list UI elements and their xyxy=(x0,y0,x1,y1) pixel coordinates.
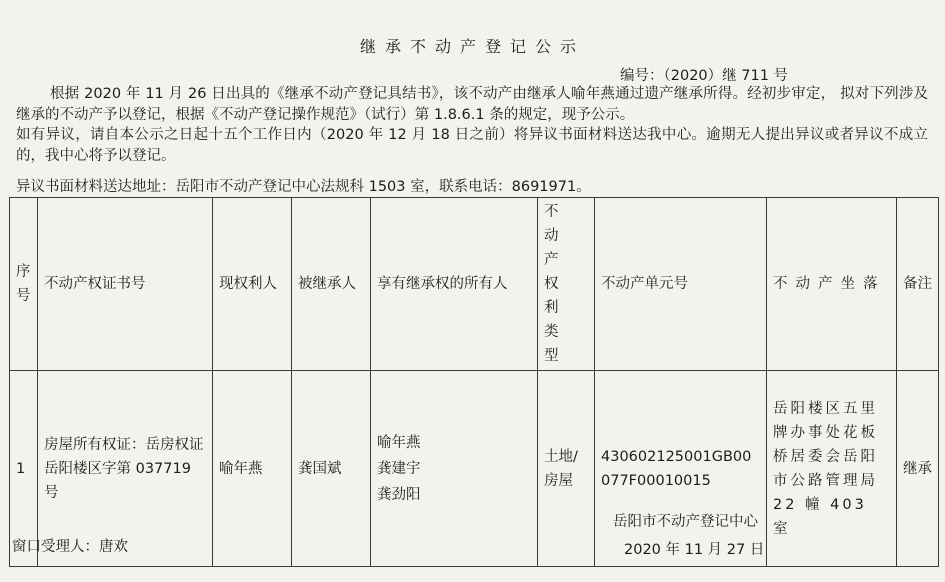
objection-address: 异议书面材料送达地址：岳阳市不动产登记中心法规科 1503 室，联系电话：8691971。 xyxy=(16,179,591,195)
cell-right-type: 土地/房屋 xyxy=(538,371,595,567)
issue-date: 2020 年 11 月 27 日 xyxy=(624,542,765,558)
notice-title: 继承不动产登记公示 xyxy=(359,37,585,56)
registration-table xyxy=(9,197,939,567)
document-number: 编号：（2020）继 711 号 xyxy=(620,68,789,84)
table-row xyxy=(10,371,939,567)
header-location: 不动产坐落 xyxy=(767,198,897,371)
header-unit-no: 不动产单元号 xyxy=(595,198,767,371)
cell-unit-no: 430602125001GB00077F00010015 xyxy=(595,371,767,567)
header-heirs: 享有继承权的所有人 xyxy=(371,198,538,371)
issuing-office: 岳阳市不动产登记中心 xyxy=(613,514,758,530)
cell-seq: 1 xyxy=(10,371,38,567)
cell-remark: 继承 xyxy=(897,371,939,567)
notice-paragraph-2: 如有异议，请自本公示之日起十五个工作日内（2020 年 12 月 18 日之前）将异议书面材料送达我中心。逾期无人提出异议或者异议不成立的，我中心将予以登记。 xyxy=(16,127,928,164)
cell-heirs xyxy=(371,371,538,567)
header-seq: 序号 xyxy=(10,198,38,371)
cell-owner: 喻年燕 xyxy=(213,371,292,567)
notice-paragraph-1: 根据 2020 年 11 月 26 日出具的《继承不动产登记具结书》，该不动产由继承人喻年燕通过遗产继承所得。经初步审定， 拟对下列涉及继承的不动产予以登记，根据《不动产登记操作规范》（试行）第 1.8.6.1 条的规定，现予公示。 xyxy=(16,86,928,123)
notice-body xyxy=(16,84,928,166)
cell-location: 岳阳楼区五里牌办事处花板桥居委会岳阳市公路管理局 22 幢 403 室 xyxy=(767,371,897,567)
cell-decedent: 龚国斌 xyxy=(292,371,371,567)
header-right-type: 不动产权利类型 xyxy=(538,198,595,371)
header-owner: 现权利人 xyxy=(213,198,292,371)
heir-name: 龚劲阳 xyxy=(377,486,421,503)
header-cert-no: 不动产权证书号 xyxy=(38,198,213,371)
heir-name: 龚建宇 xyxy=(377,460,421,477)
header-remark: 备注 xyxy=(897,198,939,371)
window-receiver: 窗口受理人：唐欢 xyxy=(12,539,128,555)
table-header-row xyxy=(10,198,939,371)
header-decedent: 被继承人 xyxy=(292,198,371,371)
cell-cert-no: 房屋所有权证：岳房权证岳阳楼区字第 037719 号 xyxy=(38,371,213,567)
heir-name: 喻年燕 xyxy=(377,434,421,451)
